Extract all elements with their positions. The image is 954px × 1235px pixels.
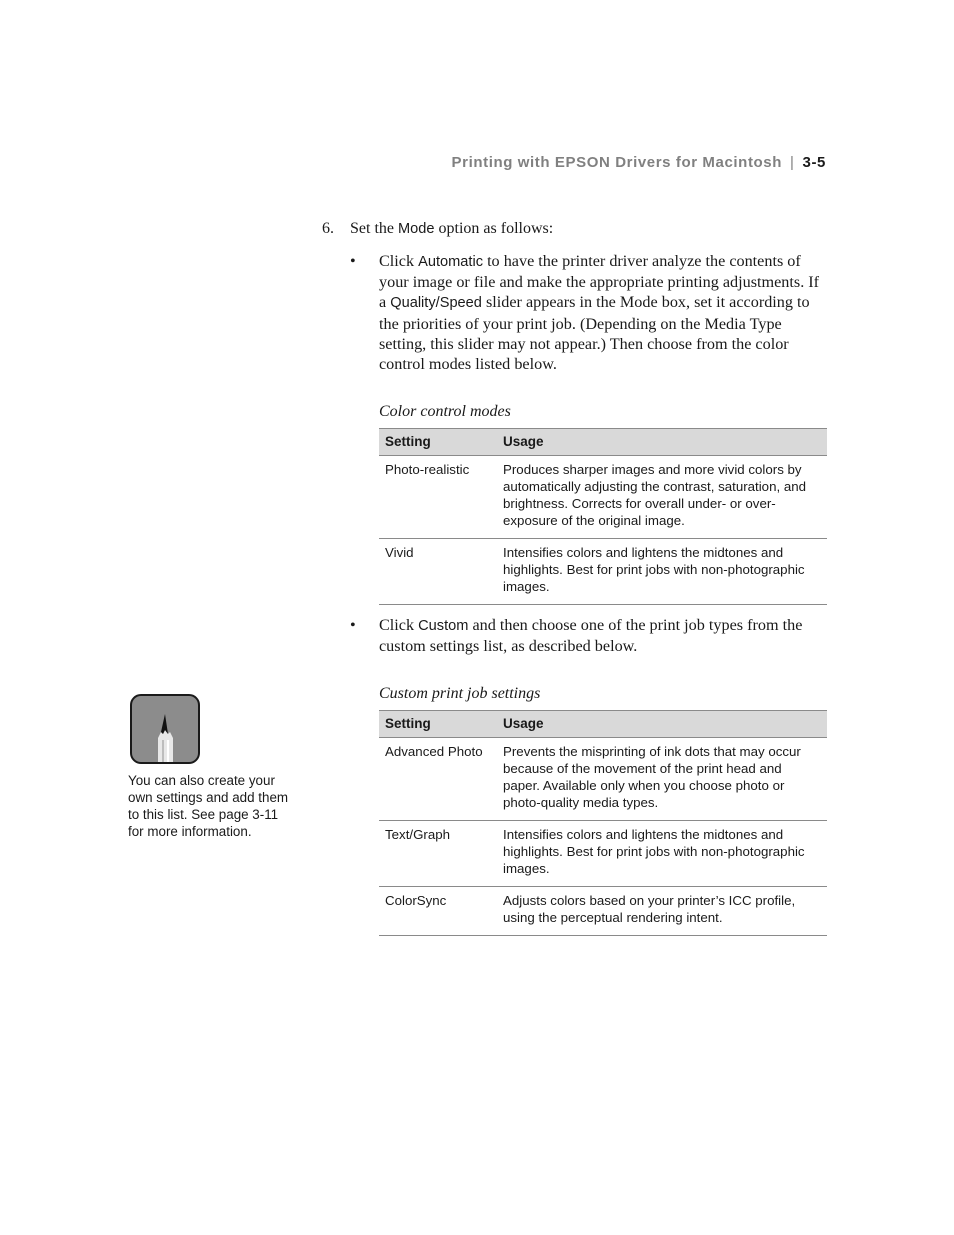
table-header-row xyxy=(379,429,827,456)
table-row xyxy=(379,738,827,821)
table-row xyxy=(379,456,827,539)
header-setting: Setting xyxy=(379,429,497,456)
table-caption-color-control: Color control modes xyxy=(379,403,511,420)
step-text-after: option as follows: xyxy=(438,220,554,237)
bullet-custom-text xyxy=(379,615,830,656)
usage-cell: Adjusts colors based on your printer’s ICC profile, using the perceptual rendering intent. xyxy=(497,887,827,936)
bullet-marker: • xyxy=(350,616,356,634)
bullet-text-part: Click xyxy=(379,252,415,270)
step-number: 6. xyxy=(322,220,334,237)
usage-cell: Intensifies colors and lightens the midtones and highlights. Best for print jobs with non-photographic images. xyxy=(497,821,827,887)
running-head-title: Printing with EPSON Drivers for Macintosh xyxy=(451,154,783,171)
setting-cell: Advanced Photo xyxy=(379,738,497,821)
color-control-modes-table xyxy=(379,428,827,605)
setting-cell: Text/Graph xyxy=(379,821,497,887)
bullet-text-part: and then choose one of the print job types from the custom settings list, as described below. xyxy=(379,616,803,656)
margin-note: You can also create your own settings and add them to this list. See page 3-11 for more information. xyxy=(128,773,289,839)
usage-cell: Produces sharper images and more vivid colors by automatically adjusting the contrast, saturation, and brightness. Corrects for overall under- or over-exposure of the original image. xyxy=(497,456,827,539)
table-row xyxy=(379,821,827,887)
running-head-separator: | xyxy=(790,154,795,171)
bullet-custom xyxy=(350,615,830,656)
bullet-automatic xyxy=(350,251,830,374)
table-row xyxy=(379,887,827,936)
usage-cell: Prevents the misprinting of ink dots that may occur because of the movement of the print head and paper. Available only when you choose photo or photo-quality media types. xyxy=(497,738,827,821)
running-head xyxy=(452,154,826,171)
usage-cell: Intensifies colors and lightens the midtones and highlights. Best for print jobs with non-photographic images. xyxy=(497,539,827,605)
bullet-automatic-text xyxy=(379,251,830,374)
ui-term-custom: Custom xyxy=(418,618,469,634)
bullet-text-part: slider appears in the Mode box, set it according to the priorities of your print job. (Depending on the Media Type setting, this slider may not appear.) Then choose from the color control modes listed below. xyxy=(379,293,810,374)
step-6 xyxy=(322,219,832,239)
table-caption-custom-settings: Custom print job settings xyxy=(379,685,541,702)
setting-cell: ColorSync xyxy=(379,887,497,936)
bullet-text-part: to have the printer driver analyze the contents of your image or file and make the appropriate printing adjustments. If a xyxy=(379,252,820,312)
header-usage: Usage xyxy=(497,429,827,456)
ui-term-automatic: Automatic xyxy=(418,254,484,270)
bullet-text-part: Click xyxy=(379,616,415,634)
ui-term-quality-speed: Quality/Speed xyxy=(390,295,482,312)
header-usage: Usage xyxy=(497,711,827,738)
custom-print-job-settings-table xyxy=(379,710,827,936)
step-text-before: Set the xyxy=(350,220,394,237)
page-number: 3-5 xyxy=(802,154,826,171)
table-header-row xyxy=(379,711,827,738)
pencil-note-icon xyxy=(130,694,200,764)
bullet-marker: • xyxy=(350,252,356,270)
setting-cell: Vivid xyxy=(379,539,497,605)
step-ui-term: Mode xyxy=(398,221,435,237)
setting-cell: Photo-realistic xyxy=(379,456,497,539)
header-setting: Setting xyxy=(379,711,497,738)
table-row xyxy=(379,539,827,605)
